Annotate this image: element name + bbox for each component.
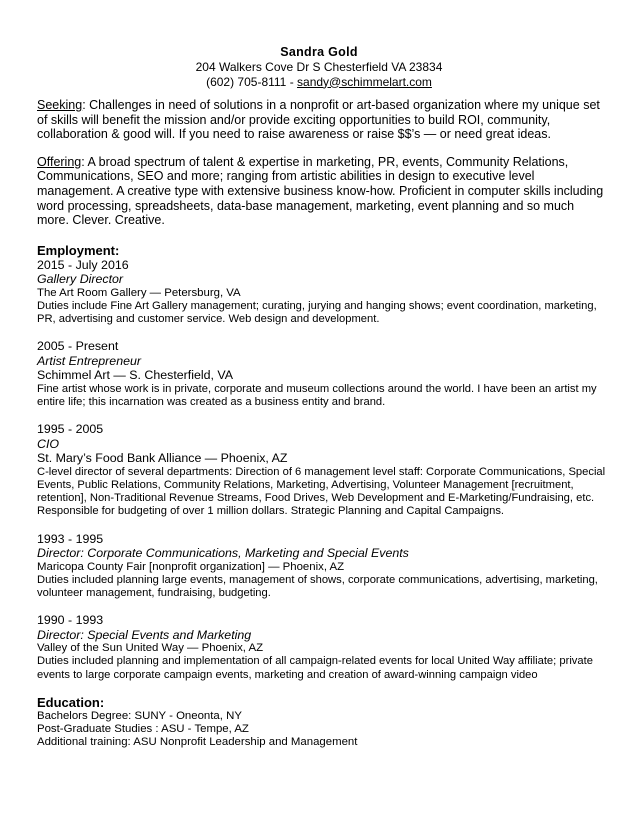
education-item: Additional training: ASU Nonprofit Leadership and Management bbox=[37, 736, 358, 749]
job-title: Director: Corporate Communications, Marketing and Special Events bbox=[37, 546, 409, 561]
resume-body bbox=[37, 98, 607, 749]
job-entry bbox=[37, 258, 607, 327]
email-link[interactable]: sandy@schimmelart.com bbox=[297, 74, 432, 89]
employment-heading: Employment: bbox=[37, 242, 120, 258]
offering-text: : A broad spectrum of talent & expertise in marketing, PR, events, Community Relations, Communications, SEO and more; ranging from artistic abilities in design to executive level management. A creative type with extensive business know-how. Proficient in computer skills including word processing, spreadsheets, data-base management, marketing, event planning and so much more. Clever. Creative. bbox=[37, 154, 604, 228]
job-description: Fine artist whose work is in private, corporate and museum collections around the world. I have been an artist my entire life; this incarnation was created as a business entity and brand. bbox=[37, 382, 597, 409]
job-title: Gallery Director bbox=[37, 272, 124, 287]
job-organization: Maricopa County Fair [nonprofit organization] — Phoenix, AZ bbox=[37, 560, 345, 573]
seeking-paragraph bbox=[37, 98, 607, 142]
job-entry bbox=[37, 339, 607, 409]
education-item: Bachelors Degree: SUNY - Oneonta, NY bbox=[37, 709, 242, 722]
job-entry bbox=[37, 532, 607, 601]
contact-separator: - bbox=[286, 74, 298, 89]
job-description: C-level director of several departments: Direction of 6 management level staff: Corporate Communications, Special Events, Public Relations, Community Relations, Marketing, Advertising, Volunteer Management [recruitment, retention], Non-Traditional Revenue Streams, Food Drives, Web Development and E-Marketing/Fundraising, etc. Responsible for budgeting of over 1 million dollars. Strategic Planning and Capital Campaigns. bbox=[37, 465, 606, 518]
job-entry bbox=[37, 422, 607, 518]
job-title: Director: Special Events and Marketing bbox=[37, 627, 252, 642]
job-dates: 1990 - 1993 bbox=[37, 613, 104, 628]
seeking-label: Seeking bbox=[37, 98, 83, 112]
education-heading: Education: bbox=[37, 694, 105, 710]
job-description: Duties included planning large events, management of shows, corporate communications, advertising, marketing, volunteer management, fundraising, budgeting. bbox=[37, 573, 598, 599]
seeking-text: : Challenges in need of solutions in a nonprofit or art-based organization where my unique set of skills will benefit the mission and/or provide exciting opportunities to build ROI, community, collaboration & good will. If you need to raise awareness or raise $$’s — or need great ideas. bbox=[37, 98, 600, 142]
job-title: CIO bbox=[37, 436, 60, 451]
job-entry bbox=[37, 613, 607, 682]
contact-line bbox=[0, 75, 638, 90]
job-dates: 1993 - 1995 bbox=[37, 531, 104, 546]
offering-label: Offering bbox=[37, 154, 82, 169]
phone-number: (602) 705-8111 bbox=[206, 74, 287, 89]
job-dates: 2015 - July 2016 bbox=[37, 257, 129, 272]
job-organization: Schimmel Art — S. Chesterfield, VA bbox=[37, 368, 234, 383]
applicant-name: Sandra Gold bbox=[280, 45, 358, 59]
job-description: Duties included planning and implementation of all campaign-related events for local United Way affiliate; private events to large corporate campaign events, marketing and creation of award-winning campaign video bbox=[37, 655, 593, 681]
address-line: 204 Walkers Cove Dr S Chesterfield VA 23834 bbox=[195, 60, 443, 74]
job-dates: 1995 - 2005 bbox=[37, 422, 104, 437]
offering-paragraph bbox=[37, 155, 607, 228]
job-organization: Valley of the Sun United Way — Phoenix, AZ bbox=[37, 642, 264, 655]
resume-header bbox=[0, 45, 638, 89]
job-description: Duties include Fine Art Gallery management; curating, jurying and hanging shows; event coordination, marketing, PR, advertising and customer service. Web design and development. bbox=[37, 299, 597, 326]
job-dates: 2005 - Present bbox=[37, 339, 119, 354]
job-organization: St. Mary’s Food Bank Alliance — Phoenix, AZ bbox=[37, 451, 288, 466]
job-title: Artist Entrepreneur bbox=[37, 353, 141, 368]
job-organization: The Art Room Gallery — Petersburg, VA bbox=[37, 286, 241, 299]
education-item: Post-Graduate Studies : ASU - Tempe, AZ bbox=[37, 723, 249, 735]
